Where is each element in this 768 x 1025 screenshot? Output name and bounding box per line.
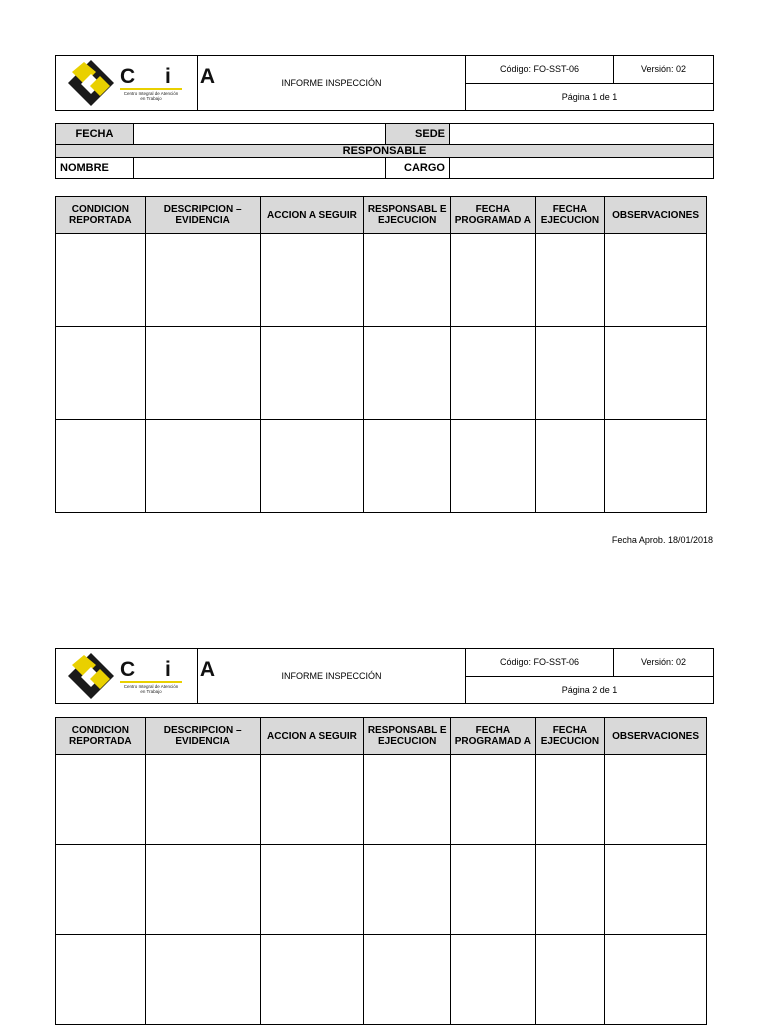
col-responsable: RESPONSABL E EJECUCION bbox=[364, 718, 451, 755]
cargo-field[interactable] bbox=[450, 158, 714, 179]
col-descripcion: DESCRIPCION – EVIDENCIA bbox=[145, 197, 260, 234]
table-cell[interactable] bbox=[364, 420, 451, 513]
logo-cell bbox=[56, 649, 228, 704]
cia-logo bbox=[66, 651, 228, 703]
table-cell[interactable] bbox=[605, 935, 707, 1025]
fecha-field[interactable] bbox=[134, 124, 386, 145]
table-cell[interactable] bbox=[535, 234, 605, 327]
table-cell[interactable] bbox=[56, 935, 146, 1025]
col-fecha-programada: FECHA PROGRAMAD A bbox=[451, 197, 536, 234]
col-fecha-programada: FECHA PROGRAMAD A bbox=[451, 718, 536, 755]
table-cell[interactable] bbox=[451, 327, 536, 420]
table-cell[interactable] bbox=[364, 234, 451, 327]
table-cell[interactable] bbox=[145, 755, 260, 845]
inspection-grid-page1 bbox=[55, 196, 707, 513]
col-descripcion: DESCRIPCION – EVIDENCIA bbox=[145, 718, 260, 755]
col-condicion: CONDICION REPORTADA bbox=[56, 718, 146, 755]
fecha-label: FECHA bbox=[56, 124, 134, 145]
cargo-label: CARGO bbox=[386, 158, 450, 179]
table-cell[interactable] bbox=[260, 845, 364, 935]
table-cell[interactable] bbox=[260, 234, 364, 327]
table-cell[interactable] bbox=[451, 935, 536, 1025]
page-number: Página 1 de 1 bbox=[466, 83, 714, 111]
logo-mark-icon bbox=[66, 58, 116, 110]
document-version: Versión: 02 bbox=[614, 649, 714, 677]
table-cell[interactable] bbox=[364, 935, 451, 1025]
document-title: INFORME INSPECCIÓN bbox=[198, 56, 466, 111]
col-fecha-ejecucion: FECHA EJECUCION bbox=[535, 718, 605, 755]
table-cell[interactable] bbox=[145, 420, 260, 513]
table-row bbox=[56, 935, 707, 1025]
table-cell[interactable] bbox=[364, 327, 451, 420]
table-cell[interactable] bbox=[260, 327, 364, 420]
logo-cell bbox=[56, 56, 228, 111]
approval-date: Fecha Aprob. 18/01/2018 bbox=[611, 535, 713, 545]
table-cell[interactable] bbox=[605, 755, 707, 845]
logo-letters: C i A bbox=[120, 658, 228, 681]
table-cell[interactable] bbox=[145, 845, 260, 935]
table-row bbox=[56, 845, 707, 935]
table-cell[interactable] bbox=[260, 420, 364, 513]
table-row bbox=[56, 420, 707, 513]
nombre-label: NOMBRE bbox=[56, 158, 134, 179]
table-cell[interactable] bbox=[56, 755, 146, 845]
table-cell[interactable] bbox=[535, 755, 605, 845]
table-cell[interactable] bbox=[451, 845, 536, 935]
table-cell[interactable] bbox=[145, 327, 260, 420]
document-version: Versión: 02 bbox=[614, 56, 714, 84]
table-cell[interactable] bbox=[605, 327, 707, 420]
document-header-page2 bbox=[55, 648, 714, 704]
sede-field[interactable] bbox=[450, 124, 714, 145]
table-cell[interactable] bbox=[260, 935, 364, 1025]
table-row bbox=[56, 327, 707, 420]
document-code: Código: FO-SST-06 bbox=[466, 649, 614, 677]
col-responsable: RESPONSABL E EJECUCION bbox=[364, 197, 451, 234]
table-cell[interactable] bbox=[56, 234, 146, 327]
nombre-field[interactable] bbox=[134, 158, 386, 179]
inspection-info-table bbox=[55, 123, 714, 179]
document-header bbox=[55, 55, 714, 111]
table-cell[interactable] bbox=[451, 234, 536, 327]
table-cell[interactable] bbox=[56, 845, 146, 935]
table-cell[interactable] bbox=[535, 845, 605, 935]
table-cell[interactable] bbox=[605, 234, 707, 327]
logo-underline bbox=[120, 681, 182, 683]
col-condicion: CONDICION REPORTADA bbox=[56, 197, 146, 234]
table-row bbox=[56, 234, 707, 327]
document-code: Código: FO-SST-06 bbox=[466, 56, 614, 84]
page-number: Página 2 de 1 bbox=[466, 676, 714, 704]
logo-subtitle: Centro Integral de Atención en Trabajo bbox=[123, 684, 179, 694]
col-fecha-ejecucion: FECHA EJECUCION bbox=[535, 197, 605, 234]
table-cell[interactable] bbox=[260, 755, 364, 845]
col-observaciones: OBSERVACIONES bbox=[605, 718, 707, 755]
cia-logo bbox=[66, 58, 228, 110]
table-cell[interactable] bbox=[451, 420, 536, 513]
sede-label: SEDE bbox=[386, 124, 450, 145]
table-cell[interactable] bbox=[451, 755, 536, 845]
table-cell[interactable] bbox=[364, 845, 451, 935]
inspection-grid-page2 bbox=[55, 717, 707, 1025]
table-cell[interactable] bbox=[605, 420, 707, 513]
table-cell[interactable] bbox=[364, 755, 451, 845]
table-cell[interactable] bbox=[145, 935, 260, 1025]
table-cell[interactable] bbox=[535, 327, 605, 420]
table-cell[interactable] bbox=[56, 420, 146, 513]
logo-letters: C i A bbox=[120, 65, 228, 88]
document-title: INFORME INSPECCIÓN bbox=[198, 649, 466, 704]
col-accion: ACCION A SEGUIR bbox=[260, 197, 364, 234]
col-observaciones: OBSERVACIONES bbox=[605, 197, 707, 234]
col-accion: ACCION A SEGUIR bbox=[260, 718, 364, 755]
logo-subtitle: Centro Integral de Atención en Trabajo bbox=[123, 91, 179, 101]
table-row bbox=[56, 755, 707, 845]
table-cell[interactable] bbox=[145, 234, 260, 327]
table-cell[interactable] bbox=[56, 327, 146, 420]
table-cell[interactable] bbox=[535, 935, 605, 1025]
table-cell[interactable] bbox=[605, 845, 707, 935]
logo-underline bbox=[120, 88, 182, 90]
responsable-label: RESPONSABLE bbox=[56, 145, 714, 158]
table-cell[interactable] bbox=[535, 420, 605, 513]
logo-mark-icon bbox=[66, 651, 116, 703]
